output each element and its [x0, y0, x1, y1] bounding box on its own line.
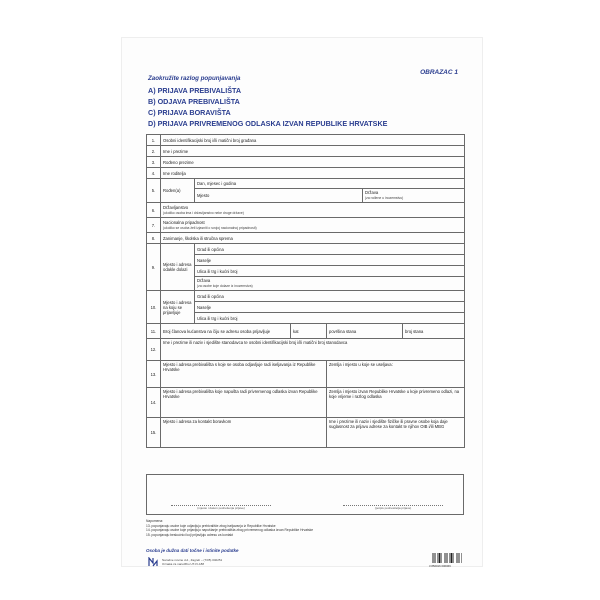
row-number: 1. — [147, 135, 161, 146]
form-row-9d — [147, 277, 465, 291]
field-origin-label: Mjesto i adresa odakle dolazi — [161, 244, 195, 291]
notes — [146, 519, 313, 537]
origin-country-note: (za osobe koje dolaze iz inozemstva) — [197, 284, 253, 288]
form-row-1 — [147, 135, 465, 146]
field-origin-settlement[interactable]: Naselje — [195, 255, 465, 266]
field-citizenship[interactable] — [161, 203, 465, 218]
field-temporary-leave-destination[interactable]: Zemlja i mjesto izvan Republike Hrvatske u koje privremeno odlazi, na koje vrijeme i razlog odlaska — [327, 388, 465, 418]
form-row-6 — [147, 203, 465, 218]
publisher-code: 040251 — [212, 558, 223, 562]
form-row-9a — [147, 244, 465, 255]
order-code: Oznaka za narudžbu UT-IV-188 — [162, 562, 205, 566]
form-row-4 — [147, 168, 465, 179]
form-row-5b — [147, 189, 465, 203]
accuracy-notice: Osoba je dužna dati točne i istinite podatke — [146, 548, 239, 553]
form-row-10c — [147, 313, 465, 324]
reason-list — [148, 85, 387, 129]
field-contact-address[interactable]: Mjesto i adresa za kontakt boravkom — [161, 418, 327, 448]
row-number: 5. — [147, 179, 161, 203]
field-birth-date[interactable]: Dan, mjesec i godina — [195, 179, 465, 189]
row-number: 2. — [147, 146, 161, 157]
reason-option-a[interactable]: A) PRIJAVA PREBIVALIŠTA — [148, 86, 242, 95]
publisher-logo-icon — [148, 557, 158, 567]
barcode-number: 3 856016 006066 — [429, 564, 451, 568]
reason-option-b[interactable]: B) ODJAVA PREBIVALIŠTA — [148, 97, 240, 106]
place-date-line[interactable]: (mjesto i datum podnošenja prijave) — [171, 505, 271, 510]
registration-form-table — [146, 134, 465, 448]
form-row-9b — [147, 255, 465, 266]
form-row-11 — [147, 324, 465, 339]
form-row-12 — [147, 339, 465, 361]
field-origin-street[interactable]: Ulica ili trg i kućni broj — [195, 266, 465, 277]
form-row-14 — [147, 388, 465, 418]
citizenship-note: (ukoliko osoba ima i državljanstvo neke druge države) — [163, 210, 244, 215]
field-apartment-number[interactable]: broj stana — [403, 324, 465, 339]
reason-title: Zaokružite razlog popunjavanja — [148, 75, 241, 82]
field-apartment-area[interactable]: površina stana — [327, 324, 403, 339]
row-number: 12. — [147, 339, 161, 361]
reason-option-c[interactable]: C) PRIJAVA BORAVIŠTA — [148, 108, 231, 117]
reason-option-d[interactable]: D) PRIJAVA PRIVREMENOG ODLASKA IZVAN REPUBLIKE HRVATSKE — [148, 119, 388, 128]
publisher-line: Narodne novine d.d., Zagreb – (7/05) — [162, 558, 212, 562]
field-destination-settlement[interactable]: Naselje — [195, 302, 465, 313]
form-row-13 — [147, 361, 465, 388]
field-floor[interactable]: kat — [291, 324, 327, 339]
field-occupation[interactable]: Zanimanje, školska ili stručna sprema — [161, 233, 465, 244]
field-origin-city[interactable]: Grad ili općina — [195, 244, 465, 255]
row-number: 13. — [147, 361, 161, 388]
row-number: 8. — [147, 233, 161, 244]
nationality-label: Nacionalna pripadnost — [163, 219, 205, 225]
form-row-7 — [147, 218, 465, 233]
field-consent-person[interactable]: Ime i prezime ili naziv i sjedište fizičke ili pravne osobe koja daje suglasnost za prijavu adrese za kontakt te njihov OIB i/ili MBG — [327, 418, 465, 448]
field-emigration-address[interactable]: Mjesto i adresa prebivališta s koje se osoba odjavljuje radi iseljavanja iz Republike Hrvatske — [161, 361, 327, 388]
form-row-8 — [147, 233, 465, 244]
publisher-info — [148, 557, 222, 567]
notes-title: Napomena: — [146, 519, 164, 523]
row-number: 7. — [147, 218, 161, 233]
field-born-label: Rođen(a) — [161, 179, 195, 203]
form-row-2 — [147, 146, 465, 157]
field-destination-city[interactable]: Grad ili općina — [195, 291, 465, 302]
form-row-3 — [147, 157, 465, 168]
form-row-9c — [147, 266, 465, 277]
origin-country-label: Država — [197, 278, 211, 283]
form-row-10a — [147, 291, 465, 302]
row-number: 6. — [147, 203, 161, 218]
field-landlord[interactable]: Ime i prezime ili naziv i sjedište stanodavca te osobni identifikacijski broj i/ili matični broj stanodavca — [161, 339, 465, 361]
form-row-5a — [147, 179, 465, 189]
field-birth-country[interactable] — [363, 189, 465, 203]
field-household-members[interactable]: Broj članova kućanstva na čiju se adresu osoba prijavljuje — [161, 324, 291, 339]
row-number: 15. — [147, 418, 161, 448]
nationality-note: (ukoliko se osoba želi izjasniti o svojoj nacionalnoj pripadnosti) — [163, 225, 257, 230]
form-number: OBRAZAC 1 — [420, 69, 458, 76]
form-row-10b — [147, 302, 465, 313]
row-number: 9. — [147, 244, 161, 291]
note-13: 13. popunjavaju osobe koje odjavljuju prebivalište zbog iseljavanja iz Republike Hrvatske — [146, 523, 276, 528]
field-parent-name[interactable]: Ime roditelja — [161, 168, 465, 179]
form-sheet — [122, 38, 482, 566]
birth-country-note: (za rođene u inozemstvu) — [365, 196, 404, 200]
barcode — [432, 553, 462, 563]
field-birth-place[interactable]: Mjesto — [195, 189, 363, 203]
row-number: 4. — [147, 168, 161, 179]
field-oib[interactable]: Osobni identifikacijski broj i/ili matični broj građana — [161, 135, 465, 146]
field-emigration-country[interactable]: Zemlja i mjesto u koje se useljava: — [327, 361, 465, 388]
form-row-15 — [147, 418, 465, 448]
row-number: 14. — [147, 388, 161, 418]
birth-country-label: Država — [365, 190, 379, 195]
field-nationality[interactable] — [161, 218, 465, 233]
field-temporary-leave-address[interactable]: Mjesto i adresa prebivališta koje napušta radi privremenog odlaska izvan Republike Hrvatske — [161, 388, 327, 418]
field-destination-street[interactable]: Ulica ili trg i kućni broj — [195, 313, 465, 324]
citizenship-label: Državljanstvo — [163, 204, 189, 210]
field-origin-country[interactable] — [195, 277, 465, 291]
row-number: 3. — [147, 157, 161, 168]
field-full-name[interactable]: Ime i prezime — [161, 146, 465, 157]
row-number: 10. — [147, 291, 161, 324]
row-number: 11. — [147, 324, 161, 339]
signature-area — [146, 474, 464, 515]
note-15: 15. popunjavaju beskućnici koji prijavljuju adresu za kontakt — [146, 532, 234, 537]
field-birth-surname[interactable]: Rođeno prezime — [161, 157, 465, 168]
field-destination-label: Mjesto i adresa na koju se prijavljuje — [161, 291, 195, 324]
signature-line[interactable]: (potpis podnositelja prijave) — [343, 505, 443, 510]
note-14: 14. popunjavaju osobe koje prijavljuju napuštanje prebivališta zbog privremenog odlaska izvan Republike Hrvatske — [146, 528, 314, 533]
